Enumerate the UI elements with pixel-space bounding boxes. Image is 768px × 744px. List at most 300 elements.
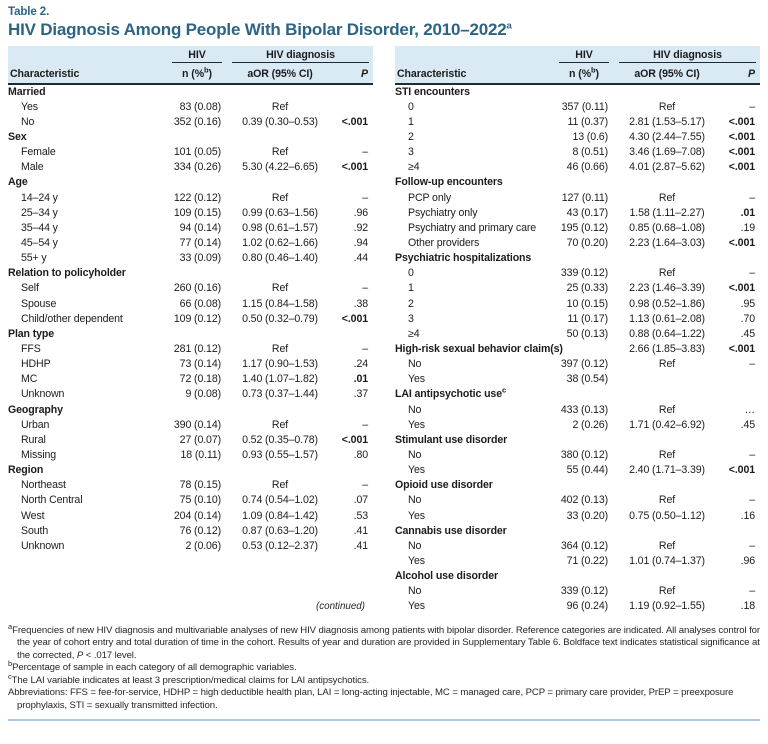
n-value: 380 (0.12) — [560, 448, 608, 461]
n-value: 94 (0.14) — [179, 221, 221, 234]
n-value: 281 (0.12) — [173, 342, 221, 355]
n-value — [553, 84, 615, 99]
aor-value — [228, 84, 332, 99]
n-value: 25 (0.33) — [566, 282, 608, 295]
continued-note: (continued) — [315, 600, 365, 612]
aor-value: 1.02 (0.62–1.66) — [242, 236, 318, 249]
n-value: 339 (0.12) — [560, 267, 608, 280]
aor-value — [228, 266, 332, 281]
spanner-row — [8, 46, 373, 65]
table-row — [395, 311, 760, 326]
n-value: 109 (0.15) — [173, 206, 221, 219]
aor-value: 0.50 (0.32–0.79) — [242, 312, 318, 325]
p-value: .95 — [740, 297, 755, 310]
row-label: No — [408, 403, 422, 416]
p-value: .70 — [740, 312, 755, 325]
row-label: No — [408, 358, 422, 371]
left-table-header — [8, 46, 373, 84]
p-value: – — [749, 100, 755, 113]
p-value: – — [749, 539, 755, 552]
n-value: 101 (0.05) — [173, 146, 221, 159]
aor-value: Ref — [271, 479, 289, 492]
p-value: .38 — [353, 297, 368, 310]
n-value — [553, 387, 615, 402]
row-label: 0 — [408, 267, 414, 280]
p-value — [332, 463, 373, 478]
p-value: – — [362, 282, 368, 295]
p-value: <.001 — [341, 161, 368, 174]
n-value: 402 (0.13) — [560, 494, 608, 507]
aor-value: 0.74 (0.54–1.02) — [242, 494, 318, 507]
aor-value: Ref — [271, 191, 289, 204]
aor-value — [615, 523, 719, 538]
section-label: STI encounters — [395, 86, 470, 99]
aor-value: Ref — [658, 448, 676, 461]
n-value: 10 (0.15) — [566, 297, 608, 310]
row-label: Yes — [408, 600, 425, 613]
n-value — [166, 266, 228, 281]
spanner-empty-cell — [395, 46, 553, 65]
n-value: 2 (0.26) — [572, 418, 608, 431]
row-label: Yes — [408, 554, 425, 567]
p-value: <.001 — [728, 161, 755, 174]
row-label: Male — [21, 161, 44, 174]
n-value — [553, 251, 615, 266]
n-value: 50 (0.13) — [566, 327, 608, 340]
column-spanner-hiv — [553, 46, 615, 65]
p-value — [719, 372, 760, 387]
row-label: Psychiatry and primary care — [408, 221, 537, 234]
p-value — [719, 432, 760, 447]
table-row — [395, 447, 760, 462]
table-row — [395, 326, 760, 341]
table-row — [8, 493, 373, 508]
row-label: 0 — [408, 100, 414, 113]
p-value: <.001 — [728, 464, 755, 477]
footnotes — [8, 621, 760, 713]
section-header-row — [395, 84, 760, 99]
p-value: <.001 — [728, 130, 755, 143]
table-row — [8, 478, 373, 493]
section-label: Region — [8, 464, 44, 477]
section-header-row — [395, 387, 760, 402]
table-row — [8, 190, 373, 205]
row-label: 2 — [408, 297, 414, 310]
section-label: Stimulant use disorder — [395, 433, 508, 446]
row-label: Yes — [408, 509, 425, 522]
p-value: – — [362, 191, 368, 204]
p-value — [332, 175, 373, 190]
n-value: 364 (0.12) — [560, 539, 608, 552]
aor-value: Ref — [271, 146, 289, 159]
footnote-abbreviations: Abbreviations: FFS = fee-for-service, HDHP = high deductible health plan, LAI = long-acting injectable, MC = managed care, PCP = primary care provider, PrEP = preexposure prophylaxis, STI = sexually transmitted infection. — [8, 687, 734, 711]
table-row — [395, 220, 760, 235]
n-value: 71 (0.22) — [566, 554, 608, 567]
p-value — [332, 266, 373, 281]
aor-value: 3.46 (1.69–7.08) — [629, 146, 705, 159]
spanner-hiv-label: HIV — [559, 49, 610, 63]
left-table-body — [8, 84, 373, 553]
table-row — [395, 266, 760, 281]
section-label: Alcohol use disorder — [395, 570, 498, 583]
row-label: No — [408, 494, 422, 507]
row-label: 3 — [408, 146, 414, 159]
column-header-p: P — [748, 68, 755, 80]
spanner-row — [395, 46, 760, 65]
aor-value: 0.98 (0.61–1.57) — [242, 221, 318, 234]
n-value: 109 (0.12) — [173, 312, 221, 325]
row-label: Yes — [408, 418, 425, 431]
section-label: Psychiatric hospitalizations — [395, 252, 532, 265]
row-label: Urban — [21, 418, 50, 431]
row-label: Missing — [21, 448, 57, 461]
table-row — [8, 538, 373, 553]
p-value: .16 — [740, 509, 755, 522]
p-value: – — [749, 267, 755, 280]
p-value — [332, 84, 373, 99]
p-value: <.001 — [728, 115, 755, 128]
aor-value: 0.93 (0.55–1.57) — [242, 448, 318, 461]
column-header-characteristic: Characteristic — [397, 68, 467, 80]
section-label: Follow-up encounters — [395, 176, 503, 189]
aor-value: Ref — [658, 191, 676, 204]
n-value: 260 (0.16) — [173, 282, 221, 295]
n-value: 195 (0.12) — [560, 221, 608, 234]
p-value — [719, 175, 760, 190]
p-value: – — [362, 418, 368, 431]
aor-value — [228, 463, 332, 478]
aor-value: Ref — [271, 342, 289, 355]
table-row — [8, 205, 373, 220]
p-value: – — [749, 494, 755, 507]
n-value — [553, 432, 615, 447]
section-header-row — [395, 251, 760, 266]
aor-value: 1.71 (0.42–6.92) — [629, 418, 705, 431]
p-value: .41 — [353, 524, 368, 537]
p-value: – — [749, 448, 755, 461]
p-value: .37 — [353, 388, 368, 401]
aor-value: 2.23 (1.64–3.03) — [629, 236, 705, 249]
n-value: 33 (0.09) — [179, 252, 221, 265]
row-label: 1 — [408, 282, 414, 295]
row-label: Other providers — [408, 236, 480, 249]
row-label: Yes — [408, 373, 425, 386]
p-value: .44 — [353, 252, 368, 265]
page-title: HIV Diagnosis Among People With Bipolar Disorder, 2010–2022$^a$ — [8, 20, 512, 39]
table-row — [395, 357, 760, 372]
table-row — [8, 372, 373, 387]
column-spanner-hiv — [166, 46, 228, 65]
column-header-p: P — [361, 68, 368, 80]
aor-value: 1.58 (1.11–2.27) — [629, 206, 705, 219]
table-row — [395, 114, 760, 129]
aor-value: 0.52 (0.35–0.78) — [242, 433, 318, 446]
column-header-aor: aOR (95% CI) — [247, 68, 313, 80]
p-value: – — [749, 191, 755, 204]
n-value: 73 (0.14) — [179, 358, 221, 371]
table-row — [395, 235, 760, 250]
row-label: Rural — [21, 433, 46, 446]
n-value: 13 (0.6) — [572, 130, 608, 143]
n-value: 70 (0.20) — [566, 236, 608, 249]
row-label: 2 — [408, 130, 414, 143]
row-label: South — [21, 524, 49, 537]
row-label: 1 — [408, 115, 414, 128]
aor-value: 4.01 (2.87–5.62) — [629, 161, 705, 174]
section-header-row — [395, 432, 760, 447]
n-value: 72 (0.18) — [179, 373, 221, 386]
p-value: – — [362, 479, 368, 492]
aor-value — [615, 84, 719, 99]
n-value: 11 (0.37) — [567, 115, 608, 128]
column-header-n: n (%$^b$) — [569, 65, 599, 80]
column-spanner-hiv-diagnosis — [228, 46, 373, 65]
p-value: .80 — [353, 448, 368, 461]
table-row — [395, 129, 760, 144]
section-label: Age — [8, 176, 28, 189]
row-label: Unknown — [21, 539, 65, 552]
n-value: 390 (0.14) — [173, 418, 221, 431]
p-value: .41 — [353, 539, 368, 552]
table-row — [8, 114, 373, 129]
n-value: 96 (0.24) — [566, 600, 608, 613]
row-label: West — [21, 509, 45, 522]
section-label: Cannabis use disorder — [395, 524, 507, 537]
aor-value — [615, 175, 719, 190]
n-value — [166, 463, 228, 478]
p-value — [332, 402, 373, 417]
table-row — [395, 417, 760, 432]
aor-value: 2.66 (1.85–3.83) — [629, 342, 705, 355]
table-row — [8, 508, 373, 523]
table-row — [8, 447, 373, 462]
p-value: .92 — [353, 221, 368, 234]
section-label: Relation to policyholder — [8, 267, 126, 280]
p-value — [332, 326, 373, 341]
aor-value — [615, 387, 719, 402]
row-label: Female — [21, 146, 56, 159]
n-value: 122 (0.12) — [173, 191, 221, 204]
row-label: Child/other dependent — [21, 312, 123, 325]
n-value: 204 (0.14) — [173, 509, 221, 522]
table-row — [395, 584, 760, 599]
aor-value — [228, 326, 332, 341]
p-value: – — [362, 146, 368, 159]
right-table-header — [395, 46, 760, 84]
left-table — [8, 46, 373, 553]
section-header-row — [395, 523, 760, 538]
p-value: .45 — [740, 327, 755, 340]
row-label: Yes — [21, 100, 38, 113]
p-value: .96 — [740, 554, 755, 567]
aor-value: 0.73 (0.37–1.44) — [242, 388, 318, 401]
table-row — [395, 190, 760, 205]
table-row — [8, 99, 373, 114]
n-value: 339 (0.12) — [560, 585, 608, 598]
table-row — [8, 341, 373, 356]
p-value — [719, 569, 760, 584]
row-label: 25–34 y — [21, 206, 58, 219]
p-value: <.001 — [341, 115, 368, 128]
aor-value: Ref — [658, 403, 676, 416]
table-row — [395, 508, 760, 523]
p-value: .96 — [353, 206, 368, 219]
aor-value: 0.85 (0.68–1.08) — [629, 221, 705, 234]
row-label: Unknown — [21, 388, 65, 401]
n-value: 43 (0.17) — [566, 206, 608, 219]
row-label: No — [21, 115, 35, 128]
row-label: Self — [21, 282, 39, 295]
aor-value — [615, 478, 719, 493]
spanner-empty-cell — [8, 46, 166, 65]
p-value: – — [362, 342, 368, 355]
section-header-row — [8, 84, 373, 99]
aor-value: 0.39 (0.30–0.53) — [242, 115, 318, 128]
n-value: 75 (0.10) — [179, 494, 221, 507]
right-table — [395, 46, 760, 614]
p-value: <.001 — [341, 312, 368, 325]
n-value — [553, 478, 615, 493]
footnote-b: $^b$Percentage of sample in each category of all demographic variables. — [8, 659, 297, 674]
row-label: ≥4 — [408, 327, 420, 340]
row-label: 14–24 y — [21, 191, 58, 204]
section-header-row — [395, 341, 760, 356]
aor-value — [228, 175, 332, 190]
table-row — [8, 281, 373, 296]
section-header-row — [8, 402, 373, 417]
row-label: ≥4 — [408, 161, 420, 174]
bottom-rule — [8, 719, 760, 721]
section-label: Married — [8, 86, 46, 99]
p-value: .94 — [353, 236, 368, 249]
p-value: <.001 — [728, 146, 755, 159]
n-value: 8 (0.51) — [572, 146, 608, 159]
column-spanner-hiv-diagnosis — [615, 46, 760, 65]
row-label: Spouse — [21, 297, 57, 310]
p-value — [719, 84, 760, 99]
aor-value: Ref — [658, 267, 676, 280]
table-row — [395, 160, 760, 175]
p-value: .53 — [353, 509, 368, 522]
table-row — [395, 538, 760, 553]
row-label: 35–44 y — [21, 221, 58, 234]
table-number-label: Table 2. — [8, 6, 50, 18]
aor-value: 1.15 (0.84–1.58) — [242, 297, 318, 310]
section-label: LAI antipsychotic use$^c$ — [395, 385, 507, 401]
row-label: No — [408, 539, 422, 552]
section-header-row — [395, 569, 760, 584]
n-value: 66 (0.08) — [179, 297, 221, 310]
n-value — [166, 175, 228, 190]
n-value: 83 (0.08) — [179, 100, 221, 113]
spanner-hiv-diagnosis-label: HIV diagnosis — [619, 49, 755, 63]
left-table-column — [8, 46, 373, 614]
table-row — [8, 296, 373, 311]
p-value — [332, 129, 373, 144]
section-label: Sex — [8, 130, 27, 143]
table-row — [8, 311, 373, 326]
table-row — [395, 493, 760, 508]
table-row — [395, 599, 760, 614]
row-label: North Central — [21, 494, 83, 507]
aor-value — [615, 569, 719, 584]
n-value: 76 (0.12) — [179, 524, 221, 537]
row-label: MC — [21, 373, 38, 386]
row-label: HDHP — [21, 358, 51, 371]
n-value: 77 (0.14) — [179, 236, 221, 249]
table-row — [8, 235, 373, 250]
table-row — [395, 463, 760, 478]
row-label: 55+ y — [21, 252, 47, 265]
aor-value: 2.40 (1.71–3.39) — [629, 464, 705, 477]
table-row — [395, 553, 760, 568]
n-value: 27 (0.07) — [179, 433, 221, 446]
aor-value: Ref — [658, 358, 676, 371]
row-label: FFS — [21, 342, 41, 355]
section-header-row — [8, 175, 373, 190]
table-row — [8, 145, 373, 160]
aor-value: 0.53 (0.12–2.37) — [242, 539, 318, 552]
aor-value: 1.01 (0.74–1.37) — [629, 554, 705, 567]
p-value: .01 — [353, 373, 368, 386]
aor-value — [228, 402, 332, 417]
aor-value: Ref — [271, 282, 289, 295]
section-header-row — [395, 175, 760, 190]
right-table-body — [395, 84, 760, 614]
aor-value: 0.87 (0.63–1.20) — [242, 524, 318, 537]
n-value: 397 (0.12) — [560, 358, 608, 371]
aor-value: Ref — [271, 418, 289, 431]
p-value: – — [749, 585, 755, 598]
n-value: 433 (0.13) — [560, 403, 608, 416]
table-row — [395, 205, 760, 220]
n-value: 55 (0.44) — [566, 464, 608, 477]
aor-value: Ref — [658, 100, 676, 113]
section-header-row — [8, 266, 373, 281]
row-label: No — [408, 585, 422, 598]
row-label: 3 — [408, 312, 414, 325]
column-header-row — [395, 65, 760, 84]
table-row — [8, 523, 373, 538]
section-header-row — [8, 326, 373, 341]
p-value — [719, 478, 760, 493]
p-value: … — [744, 403, 755, 416]
aor-value: Ref — [658, 539, 676, 552]
p-value: .07 — [353, 494, 368, 507]
p-value: .01 — [740, 206, 755, 219]
p-value: – — [749, 358, 755, 371]
aor-value: 0.88 (0.64–1.22) — [629, 327, 705, 340]
n-value — [166, 84, 228, 99]
table-row — [8, 220, 373, 235]
aor-value — [615, 432, 719, 447]
n-value: 11 (0.17) — [567, 312, 608, 325]
aor-value: Ref — [658, 585, 676, 598]
p-value — [332, 99, 373, 114]
table-row — [395, 372, 760, 387]
table-row — [8, 357, 373, 372]
n-value: 352 (0.16) — [173, 115, 221, 128]
section-header-row — [8, 129, 373, 144]
column-header-row — [8, 65, 373, 84]
aor-value: Ref — [271, 100, 289, 113]
aor-value — [615, 372, 719, 387]
p-value — [719, 251, 760, 266]
p-value: .18 — [740, 600, 755, 613]
table-row — [395, 281, 760, 296]
table-row — [395, 99, 760, 114]
n-value: 127 (0.11) — [561, 191, 608, 204]
